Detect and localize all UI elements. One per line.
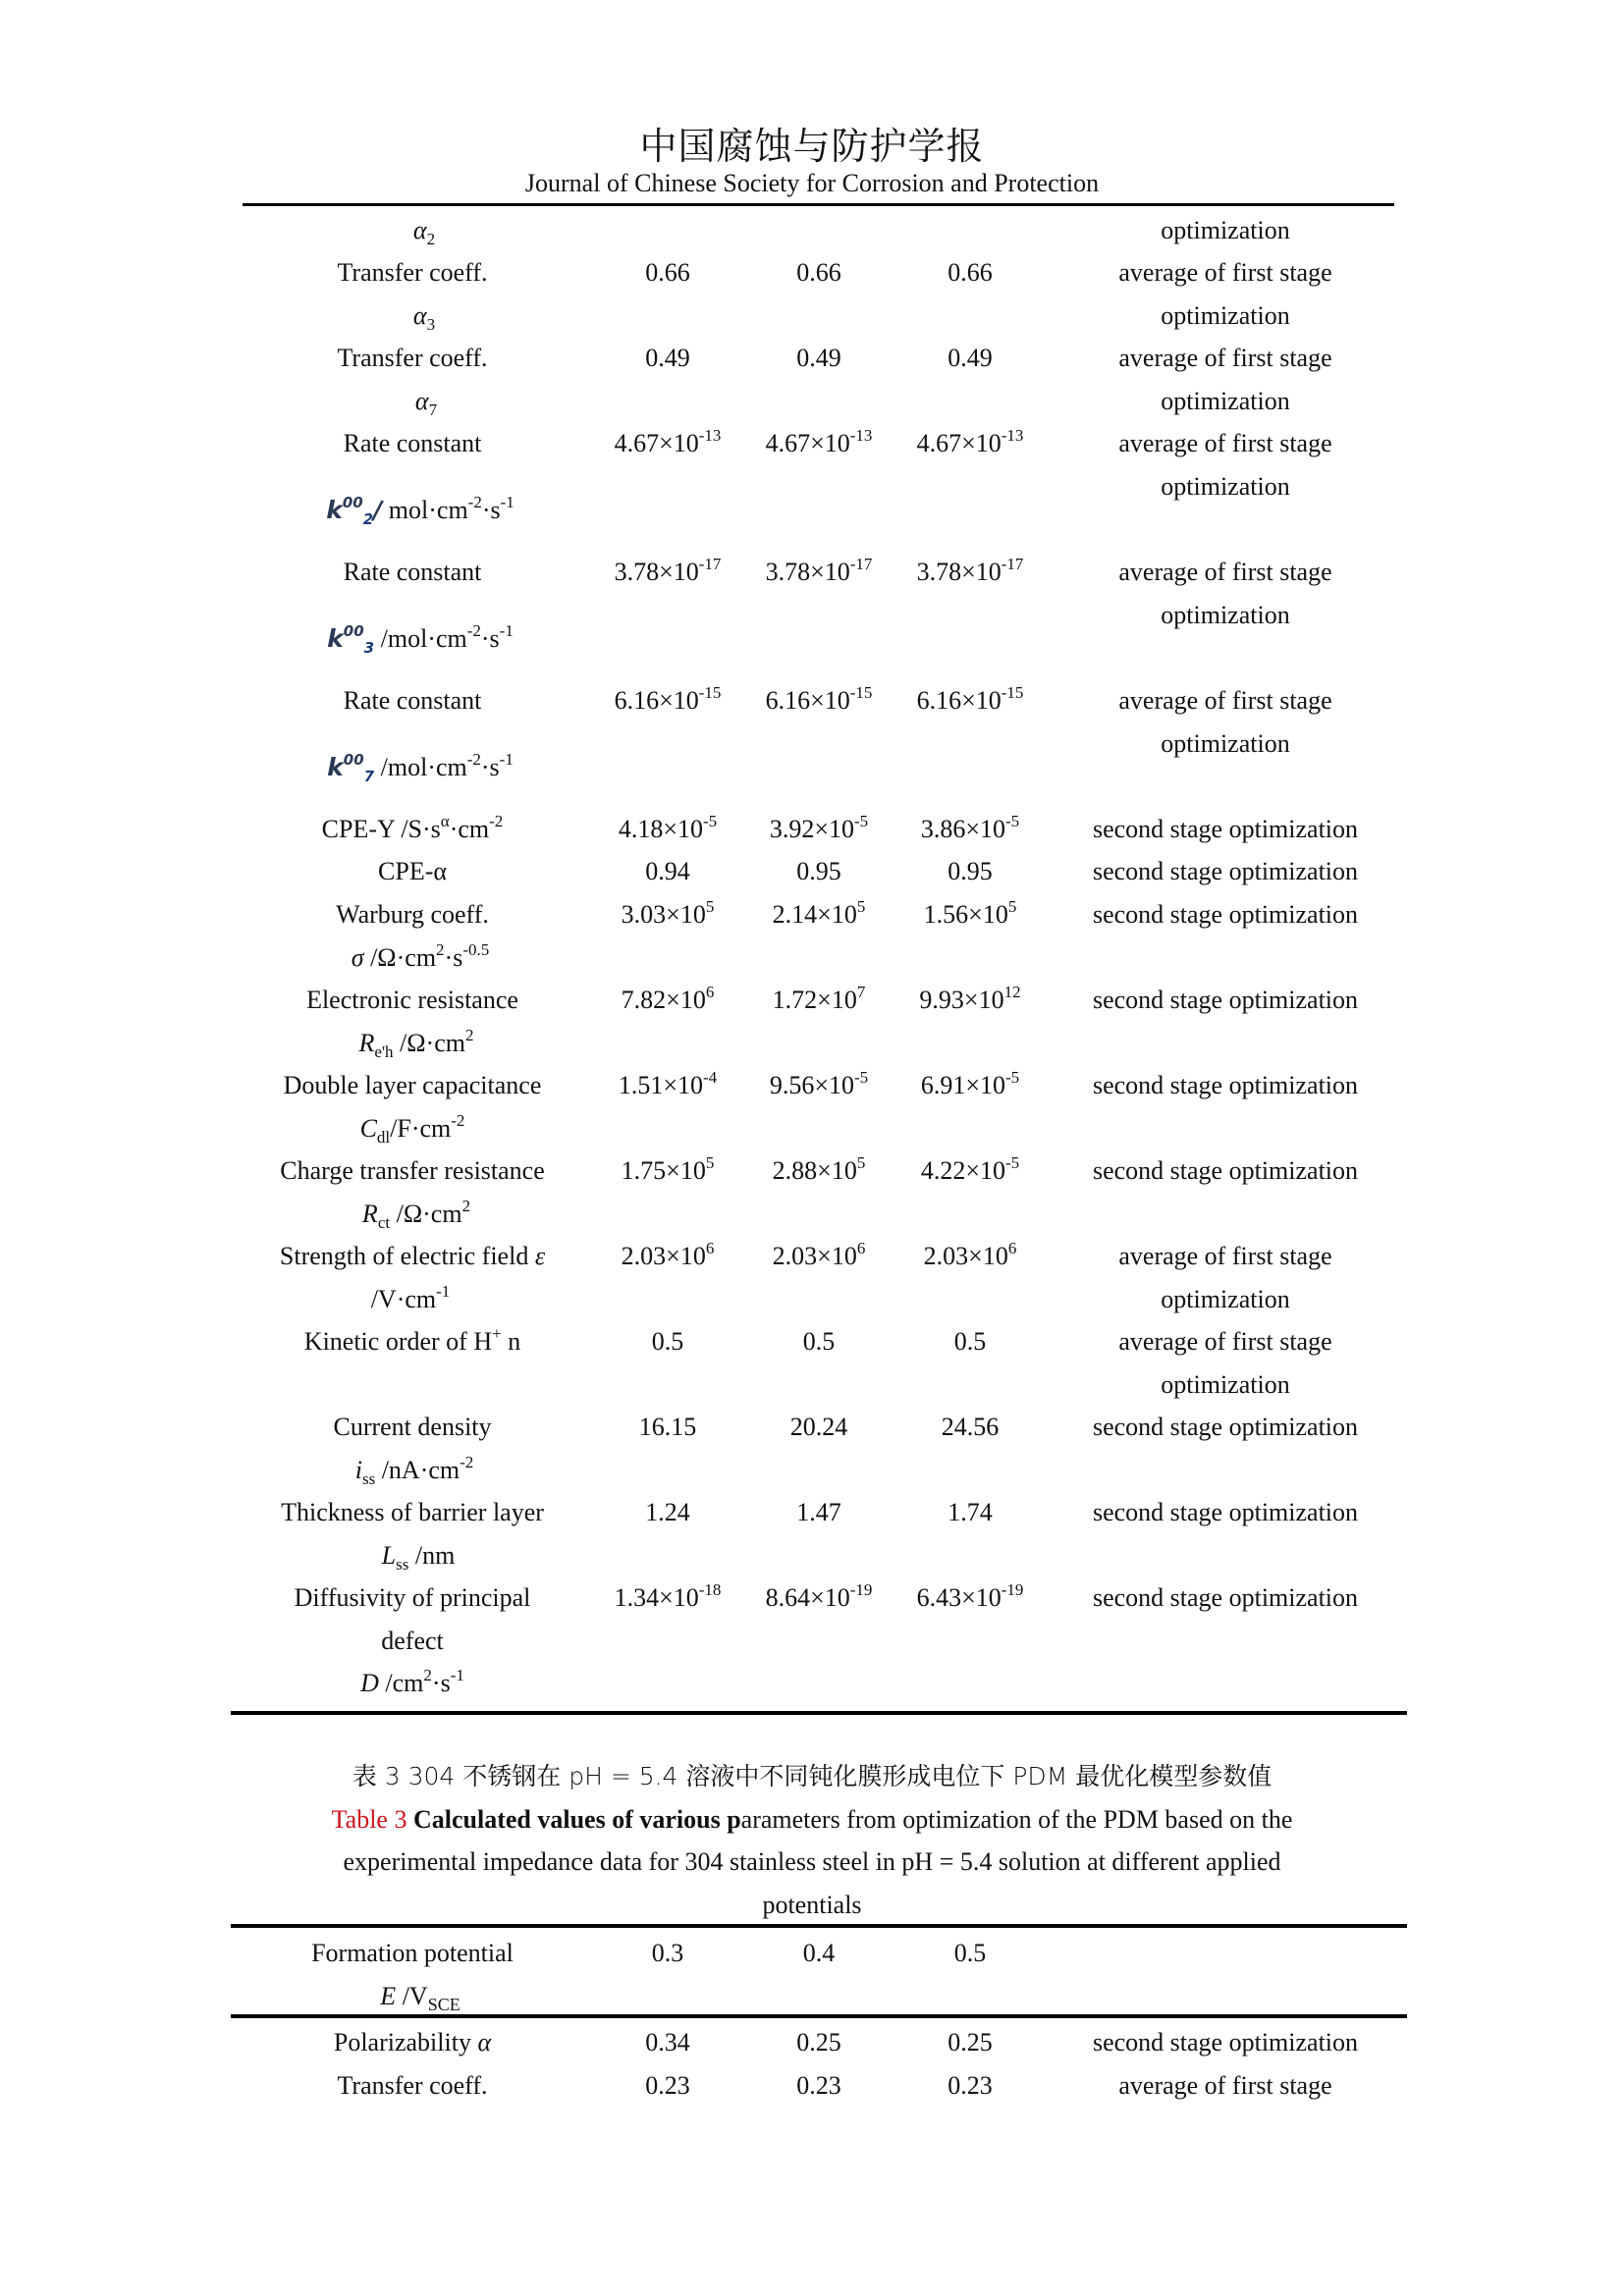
table-cell-value: 0.49 [645,344,690,372]
table-cell-note: second stage optimization [1092,1156,1359,1185]
table-cell-value: 0.5 [953,1327,987,1356]
table-cell-label: σ $/\Omega\cdot cm^2\cdot s^{-0.5}$ [351,940,490,972]
table-cell-label: CPE-α [378,857,447,885]
table-cell-label: $/V\cdot cm^{-1}$ [370,1282,451,1313]
table-cell-label: Diffusivity of principal [294,1583,531,1612]
table-cell-value: $1.72\times 10^7$ [772,983,866,1014]
table-cell-note: average of first stage [1118,344,1332,372]
table-cell-value: $4.22\times 10^{-5}$ [920,1153,1020,1185]
table-cell-note: average of first stage [1118,258,1332,287]
table-cell-note: average of first stage [1118,429,1332,457]
table-cell-value: 0.25 [796,2028,841,2056]
table-cell-value: $3.86\times 10^{-5}$ [920,812,1020,843]
table-cell-value: 0.49 [796,344,841,372]
table-cell-value: 0.66 [796,258,841,287]
table-cell-value: $6.16\times 10^{-15}$ [765,683,873,715]
table-cell-value: 1.47 [796,1498,841,1526]
caption-cn: 表 3 304 不锈钢在 pH = 5.4 溶液中不同钝化膜形成电位下 PDM 最优化模型参数值 [352,1762,1272,1790]
table-cell-label: $\alpha_2$ [412,216,436,248]
table-label: Table 3 [331,1805,407,1834]
journal-title-cn: 中国腐蚀与防护学报 [639,125,985,168]
table-cell-label: D $/cm^2\cdot s^{-1}$ [360,1666,464,1697]
table-cell-label: $k^{00}_7$ $/mol\cdot cm^{-2}\cdot s^{-1}$ [327,750,514,785]
table-cell-value: $2.88\times 10^5$ [772,1153,866,1185]
table-cell-note: optimization [1161,729,1290,758]
table-cell-label: $L_{ss}$ /nm [381,1541,456,1574]
table-cell-value: 24.56 [941,1413,1000,1441]
table-cell-value: $3.03\times 10^5$ [621,897,715,929]
table-cell-value: 0.23 [645,2071,690,2100]
table-cell-label: Polarizability α [333,2028,492,2056]
table-cell-value: 1.24 [645,1498,690,1526]
table3-header-label: Formation potential [311,1939,514,1967]
table-cell-value: 0.66 [947,258,993,287]
table-cell-value: $3.78\times 10^{-17}$ [614,555,722,586]
table3-header-value: 0.5 [953,1939,987,1967]
table-cell-value: 0.23 [947,2071,993,2100]
table-cell-label: $\alpha_3$ [412,301,436,334]
table-cell-value: $4.67\times 10^{-13}$ [765,426,873,457]
table-cell-value: 0.49 [947,344,993,372]
table-cell-note: second stage optimization [1092,2028,1359,2056]
table-cell-value: 0.25 [947,2028,993,2056]
table-cell-note: optimization [1161,472,1290,501]
table-cell-value: $1.51\times 10^{-4}$ [618,1068,718,1099]
table-cell-label: Rate constant [343,686,482,715]
table-cell-label: Charge transfer resistance [280,1156,545,1185]
table-cell-label: Rate constant [343,429,482,457]
table-cell-value: $6.16\times 10^{-15}$ [614,683,722,715]
table-cell-value: 20.24 [789,1413,848,1441]
header-rule [243,203,1394,206]
table-cell-note: second stage optimization [1092,1413,1359,1441]
table-cell-note: average of first stage [1118,558,1332,586]
table-cell-value: $1.56\times 10^5$ [923,897,1017,929]
table-cell-value: 0.66 [645,258,690,287]
table-cell-note: optimization [1161,1370,1290,1399]
table-cell-value: $7.82\times 10^6$ [621,983,715,1014]
table-cell-value: $4.67\times 10^{-13}$ [614,426,722,457]
table-cell-note: optimization [1161,301,1290,330]
table-cell-value: 1.74 [947,1498,993,1526]
table-cell-value: 0.95 [796,857,841,885]
table-cell-label: Kinetic order of H+ n [303,1324,521,1356]
table-cell-value: $6.91\times 10^{-5}$ [920,1068,1020,1099]
table-cell-value: $4.18\times 10^{-5}$ [618,812,718,843]
table-cell-label: Transfer coeff. [337,2071,488,2100]
table-cell-label: Double layer capacitance [283,1071,542,1099]
table-cell-value: $3.78\times 10^{-17}$ [765,555,873,586]
table-cell-note: optimization [1161,387,1290,415]
table-cell-note: average of first stage [1118,1327,1332,1356]
table-cell-label: $k^{00}_2/$ $mol\cdot cm^{-2}\cdot s^{-1}$ [326,493,514,528]
table-cell-value: 0.23 [796,2071,841,2100]
table-cell-value: $6.16\times 10^{-15}$ [916,683,1024,715]
table-cell-label: defect [381,1627,444,1655]
table-cell-label: Transfer coeff. [337,344,488,372]
table-cell-value: $3.92\times 10^{-5}$ [769,812,869,843]
table-cell-value: $9.56\times 10^{-5}$ [769,1068,869,1099]
table-cell-note: optimization [1161,216,1290,244]
k2-symbol-image: $k^{00}_2/$ [326,494,383,528]
table-cell-value: 0.5 [802,1327,836,1356]
table-cell-value: $2.03\times 10^6$ [772,1239,866,1270]
table-cell-value: $3.78\times 10^{-17}$ [916,555,1024,586]
table-cell-note: average of first stage [1118,2071,1332,2100]
table3-header-value: 0.3 [651,1939,684,1967]
table-cell-note: second stage optimization [1092,1583,1359,1612]
table-cell-note: second stage optimization [1092,1498,1359,1526]
journal-title-en: Journal of Chinese Society for Corrosion and Protection [524,169,1100,197]
table-cell-value: $1.34\times 10^{-18}$ [614,1580,722,1612]
table3-header-value: 0.4 [802,1939,836,1967]
table-cell-value: 0.5 [651,1327,684,1356]
table-cell-value: $2.03\times 10^6$ [923,1239,1017,1270]
k7-symbol-image: $k^{00}_7$ [327,751,375,785]
table-cell-note: second stage optimization [1092,857,1359,885]
table-cell-label: Transfer coeff. [337,258,488,287]
table-cell-value: 0.94 [645,857,690,885]
table-cell-label: CPE-Y $/S\cdot s^\alpha\cdot cm^{-2}$ [321,812,504,843]
table-cell-note: optimization [1161,1285,1290,1313]
table-cell-value: $1.75\times 10^5$ [621,1153,715,1185]
k3-symbol-image: $k^{00}_3$ [327,622,375,657]
table-cell-value: $2.14\times 10^5$ [772,897,866,929]
table-cell-label: Warburg coeff. [336,900,489,929]
table-cell-note: second stage optimization [1092,986,1359,1014]
table-cell-label: $R_{e'h}$ $/\Omega\cdot cm^2$ [358,1026,474,1061]
caption-en-line1 [332,1798,1293,1842]
caption-en-line2: experimental impedance data for 304 stainless steel in pH = 5.4 solution at different applied [343,1847,1281,1876]
table-cell-label: $k^{00}_3$ $/mol\cdot cm^{-2}\cdot s^{-1}$ [327,621,514,657]
table-cell-note: second stage optimization [1092,815,1359,843]
table-cell-value: $9.93\times 10^{12}$ [919,983,1021,1014]
table3-header-rule [231,2014,1407,2018]
table-cell-value: $4.67\times 10^{-13}$ [916,426,1024,457]
table-cell-label: Current density [333,1413,492,1441]
table-bottom-rule [231,1711,1407,1715]
table-cell-note: second stage optimization [1092,900,1359,929]
caption-rest: arameters from optimization of the PDM based on the [740,1805,1293,1834]
table-cell-value: $6.43\times 10^{-19}$ [916,1580,1024,1612]
table-cell-note: average of first stage [1118,1242,1332,1270]
table-cell-value: 0.34 [645,2028,690,2056]
caption-bold: Calculated values of various p [412,1805,741,1834]
table-cell-note: second stage optimization [1092,1071,1359,1099]
table3-header-unit: E $/V_{SCE}$ [380,1982,460,2014]
table-cell-label: $R_{ct}$ $/\Omega\cdot cm^2$ [361,1197,471,1232]
table-cell-note: optimization [1161,601,1290,629]
table-cell-value: 16.15 [638,1413,697,1441]
table-cell-value: 0.95 [947,857,993,885]
table-cell-label: Electronic resistance [306,986,518,1014]
table-cell-label: Thickness of barrier layer [281,1498,544,1526]
table-cell-value: $2.03\times 10^6$ [621,1239,715,1270]
table-cell-note: average of first stage [1118,686,1332,715]
table-cell-value: $8.64\times 10^{-19}$ [765,1580,873,1612]
table-cell-label: $\alpha_7$ [414,387,438,419]
table3-top-rule [231,1924,1407,1928]
table-cell-label: Rate constant [343,558,482,586]
table-cell-label: $i_{ss}$ $/nA\cdot cm^{-2}$ [354,1453,474,1488]
caption-en-line3: potentials [762,1891,862,1919]
table-cell-label: $C_{dl}/F\cdot cm^{-2}$ [359,1111,465,1147]
table-cell-label: Strength of electric field ε [279,1242,546,1270]
